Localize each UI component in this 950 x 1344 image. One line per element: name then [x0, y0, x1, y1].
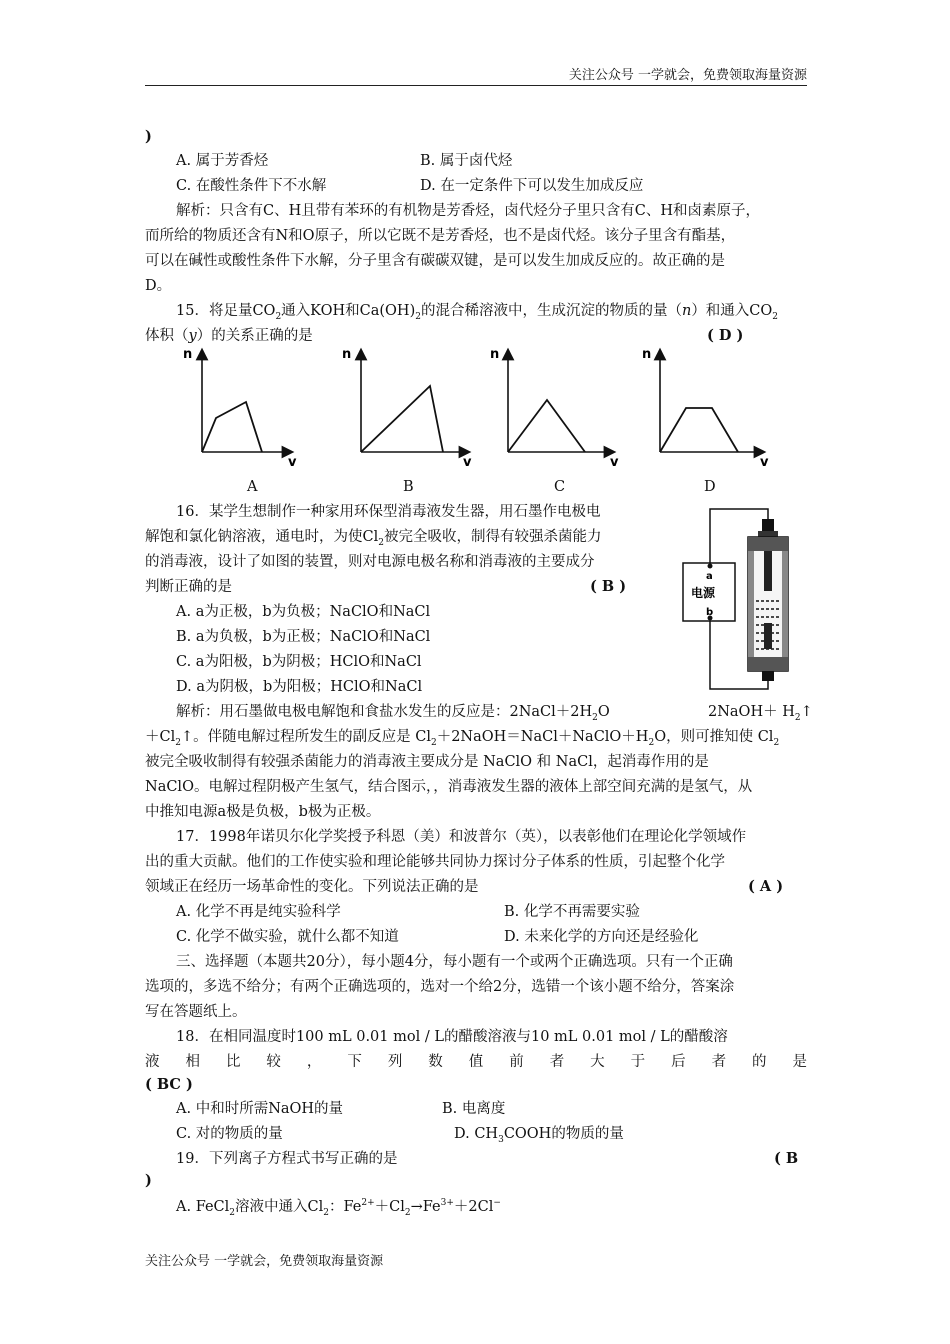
q16-option-d: D. a为阴极，b为阳极；HClO和NaCl — [176, 679, 423, 695]
graph-label-d: D — [704, 479, 716, 495]
q15-stem-line1: 15．将足量$CO_2$通入KOH和$Ca(OH)_2$的混合稀溶液中，生成沉淀的物质的量（n）和通入$CO_2$ — [176, 303, 779, 322]
section3-instructions: 三、选择题（本题共20分），每小题4分，每小题有一个或两个正确选项。只有一个正确 — [176, 954, 733, 970]
q16-option-a: A. a为正极，b为负极；NaClO和NaCl — [176, 604, 431, 620]
page-header: 关注公众号 一学就会，免费领取海量资源 — [568, 68, 807, 83]
pole-b-label: b — [706, 607, 714, 618]
q16-option-c: C. a为阳极，b为阴极；HClO和NaCl — [176, 654, 422, 670]
curve-a — [202, 402, 262, 452]
axis-v-label: v — [610, 455, 619, 470]
axis-v-label: v — [760, 455, 769, 470]
axis-n-label: n — [342, 347, 352, 362]
axis-v-label: v — [288, 455, 297, 470]
q16-stem-line: 判断正确的是 — [145, 579, 232, 595]
q18-option-d: D. $CH_3COOH$的物质的量 — [454, 1126, 624, 1145]
graph-d — [642, 347, 769, 470]
q16-stem-line: 的消毒液，设计了如图的装置，则对电源电极名称和消毒液的主要成分 — [145, 554, 595, 570]
pole-a-label: a — [706, 571, 713, 582]
q14-option-d: D. 在一定条件下可以发生加成反应 — [420, 178, 644, 194]
q17-option-b: B. 化学不再需要实验 — [504, 904, 640, 920]
power-supply-label: 电源 — [691, 586, 716, 600]
curve-b — [361, 386, 443, 452]
header-rule — [145, 85, 807, 86]
graph-label-a: A — [247, 479, 258, 495]
section3-instructions: 选项的，多选不给分；有两个正确选项的，选对一个给2分，选错一个该小题不给分，答案涂 — [145, 979, 735, 995]
axis-v-label: v — [463, 455, 472, 470]
q18-option-c: C. 对的物质的量 — [176, 1126, 283, 1142]
q17-answer: ( A ) — [748, 878, 784, 895]
q14-analysis-line: 可以在碱性或酸性条件下水解，分子里含有碳碳双键，是可以发生加成反应的。故正确的是 — [145, 253, 725, 269]
page-footer: 关注公众号 一学就会，免费领取海量资源 — [145, 1254, 384, 1269]
q16-option-b: B. a为负极，b为正极；NaClO和NaCl — [176, 629, 431, 645]
graph-label-b: B — [403, 479, 414, 495]
curve-d — [660, 408, 738, 452]
q14-analysis-line: D。 — [145, 278, 172, 294]
q17-option-d: D. 未来化学的方向还是经验化 — [504, 929, 699, 945]
q15-stem-line2: 体积（y）的关系正确的是 — [145, 328, 313, 344]
q14-option-b: B. 属于卤代烃 — [420, 153, 513, 169]
graph-b — [342, 347, 472, 470]
q19-option-a: A. FeCl$_2$溶液中通入$Cl_2$：$Fe^{2+}+Cl_2\to Fe^{3+}+2Cl^-$ — [176, 1198, 501, 1218]
q16-analysis-line: $+Cl_2↑$。伴随电解过程所发生的副反应是 $Cl_2+2NaOH=NaCl+NaClO+H_2O$，则可推知使 $Cl_2$ — [145, 729, 780, 748]
q14-analysis-line: 解析：只含有C、H且带有苯环的有机物是芳香烃，卤代烃分子里只含有C、H和卤素原子， — [176, 203, 760, 219]
electrolysis-apparatus-diagram — [680, 505, 810, 695]
q14-analysis-line: 而所给的物质还含有N和O原子，所以它既不是芳香烃，也不是卤代烃。该分子里含有酯基， — [145, 228, 736, 244]
curve-c — [508, 400, 585, 452]
q17-stem-line: 出的重大贡献。他们的工作使实验和理论能够共同协力探讨分子体系的性质，引起整个化学 — [145, 854, 725, 870]
graph-a — [183, 347, 297, 470]
q14-option-c: C. 在酸性条件下不水解 — [176, 178, 327, 194]
q15-answer: ( D ) — [707, 327, 744, 344]
q14-continuation: ) — [145, 128, 152, 145]
axis-n-label: n — [183, 347, 193, 362]
q17-option-c: C. 化学不做实验，就什么都不知道 — [176, 929, 399, 945]
q17-stem-line: 领域正在经历一场革命性的变化。下列说法正确的是 — [145, 879, 479, 895]
graph-c — [490, 347, 619, 470]
graph-label-c: C — [554, 479, 566, 495]
q18-stem-line2: 液 相 比 较 ， 下 列 数 值 前 者 大 于 后 者 的 是 — [145, 1054, 807, 1070]
q16-analysis-line: 2NaOH＋ $H_2↑$ — [708, 704, 813, 723]
q17-stem-line: 17．1998年诺贝尔化学奖授予科恩（美）和波普尔（英），以表彰他们在理论化学领域作 — [176, 829, 747, 845]
q15-graphs — [170, 342, 790, 492]
q17-option-a: A. 化学不再是纯实验科学 — [176, 904, 341, 920]
q16-stem-line: 16．某学生想制作一种家用环保型消毒液发生器，用石墨作电极电 — [176, 504, 601, 520]
q14-option-a: A. 属于芳香烃 — [176, 153, 269, 169]
q16-analysis-line: 解析：用石墨做电极电解饱和食盐水发生的反应是：$2NaCl+2H_2O$ — [176, 704, 610, 723]
q19-stem: 19．下列离子方程式书写正确的是 — [176, 1151, 398, 1167]
q18-option-b: B. 电离度 — [442, 1101, 506, 1117]
axis-n-label: n — [642, 347, 652, 362]
q19-answer: ( B — [774, 1150, 799, 1167]
q18-stem-line: 18．在相同温度时100 mL 0.01 mol / L的醋酸溶液与10 mL 0.01 mol / L的醋酸溶 — [176, 1029, 728, 1045]
q16-answer: ( B ) — [590, 578, 627, 595]
q16-analysis-line: 中推知电源a极是负极，b极为正极。 — [145, 804, 381, 820]
q18-answer: ( BC ) — [145, 1076, 193, 1093]
q19-answer-close: ) — [145, 1172, 152, 1189]
q16-analysis-line: NaClO。电解过程阴极产生氢气，结合图示，，消毒液发生器的液体上部空间充满的是氢气，从 — [145, 779, 753, 795]
axis-n-label: n — [490, 347, 500, 362]
q18-option-a: A. 中和时所需NaOH的量 — [176, 1101, 344, 1117]
q16-stem-line: 解饱和氯化钠溶液，通电时，为使$Cl_2$被完全吸收，制得有较强杀菌能力 — [145, 529, 602, 548]
section3-instructions: 写在答题纸上。 — [145, 1004, 247, 1020]
q16-analysis-line: 被完全吸收制得有较强杀菌能力的消毒液主要成分是 NaClO 和 NaCl，起消毒作用的是 — [145, 754, 709, 770]
